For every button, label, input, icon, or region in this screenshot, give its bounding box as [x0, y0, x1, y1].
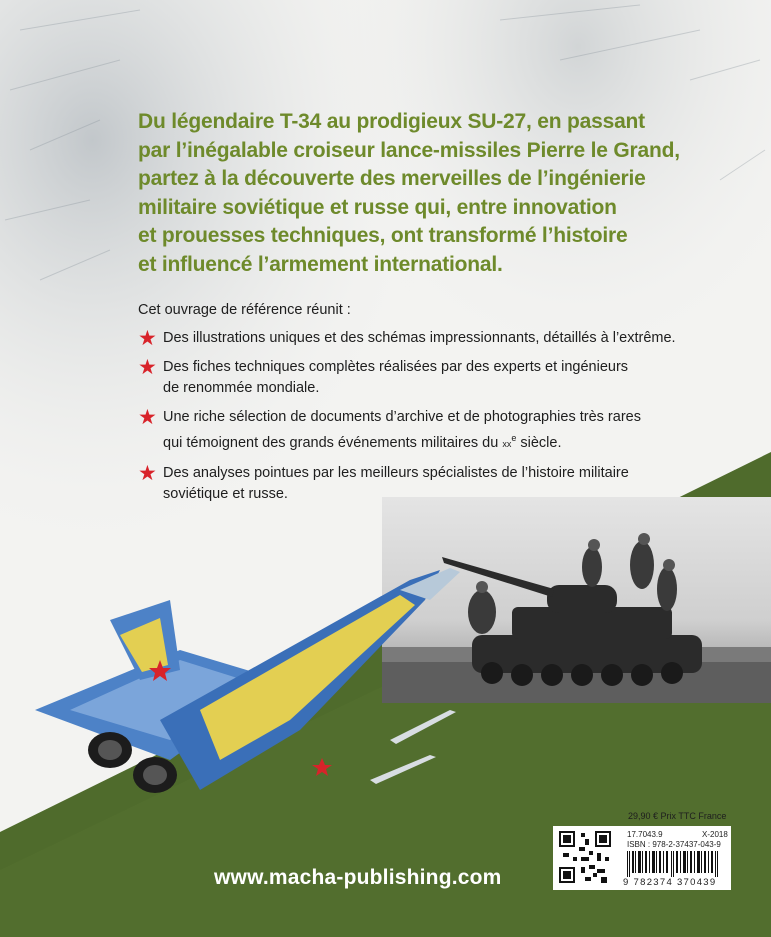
- red-star-icon: ★: [138, 406, 157, 429]
- feature-text: Des fiches techniques complètes réalisées par des experts et ingénieurs: [163, 359, 629, 375]
- century-numeral: xx: [502, 438, 512, 449]
- red-star-icon: ★: [138, 356, 157, 379]
- headline-text: [138, 108, 698, 280]
- headline-line: et influencé l’armement international.: [138, 252, 503, 276]
- red-star-icon: ★: [138, 327, 157, 350]
- feature-text: qui témoignent des grands événements militaires du: [163, 434, 503, 451]
- headline-line: militaire soviétique et russe qui, entre innovation: [138, 195, 617, 219]
- product-code: 17.7043.9: [627, 830, 663, 839]
- qr-code-icon: [557, 829, 613, 885]
- book-reference-info: [627, 830, 728, 850]
- isbn-number: ISBN : 978-2-37437-043-9: [627, 840, 721, 849]
- headline-line: par l’inégalable croiseur lance-missiles Pierre le Grand,: [138, 138, 680, 162]
- headline-line: et prouesses techniques, ont transformé l’histoire: [138, 224, 628, 248]
- barcode-panel: [553, 826, 731, 890]
- feature-text: soviétique et russe.: [163, 485, 288, 502]
- feature-text: de renommée mondiale.: [163, 380, 320, 396]
- intro-text: Cet ouvrage de référence réunit :: [138, 302, 351, 318]
- ean-number: 9 782374 370439: [623, 877, 717, 888]
- feature-item: [138, 357, 678, 399]
- feature-list: [138, 328, 678, 513]
- edition-code: X-2018: [702, 830, 728, 839]
- headline-line: partez à la découverte des merveilles de l’ingénierie: [138, 167, 646, 191]
- feature-text: Des illustrations uniques et des schémas impressionnants, détaillés à l’extrême.: [163, 330, 676, 346]
- website-url[interactable]: www.macha-publishing.com: [214, 866, 502, 889]
- feature-text: siècle.: [516, 434, 562, 451]
- fighter-jet-cutaway-illustration: [30, 560, 490, 820]
- feature-text: Des analyses pointues par les meilleurs spécialistes de l’histoire militaire: [163, 464, 629, 481]
- century-suffix: e: [511, 433, 517, 443]
- barcode-icon: [625, 851, 725, 877]
- feature-item: [138, 328, 678, 349]
- feature-text: Une riche sélection de documents d’archive et de photographies très rares: [163, 409, 641, 425]
- red-star-icon: ★: [138, 461, 157, 485]
- feature-item: [138, 407, 678, 455]
- headline-line: Du légendaire T-34 au prodigieux SU-27, en passant: [138, 110, 645, 133]
- price-label: 29,90 € Prix TTC France: [628, 811, 727, 821]
